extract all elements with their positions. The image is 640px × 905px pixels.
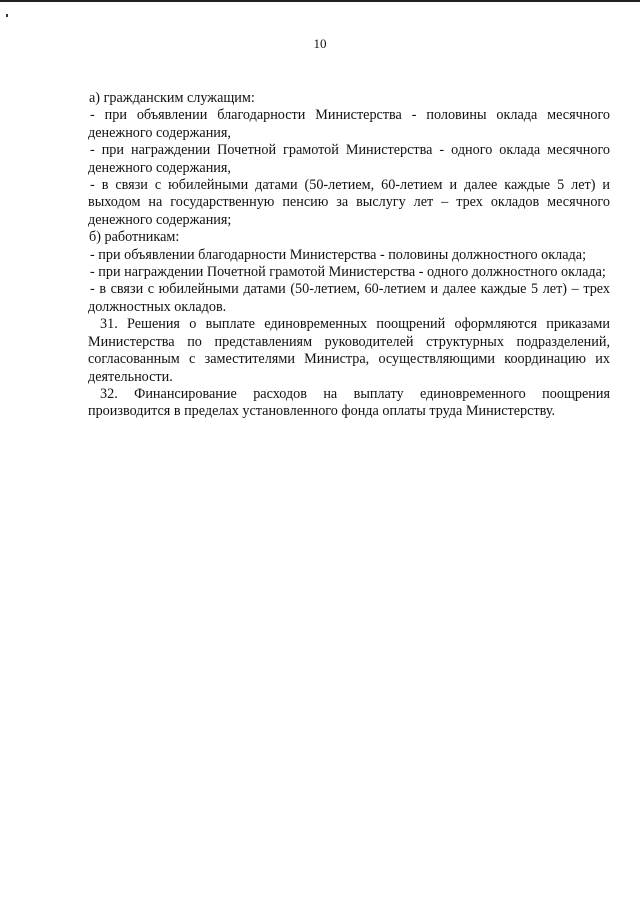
- section-b-heading: б) работникам:: [89, 229, 180, 246]
- paragraph-31: 31. Решения о выплате единовременных поощрений оформляются приказами Министерства по представлениям руководителей структурных подразделений, согласованным с заместителями Министра, осуществляющими координацию их деятельности.: [88, 316, 610, 385]
- section-b-item-3: - в связи с юбилейными датами (50-летием, 60-летием и далее каждые 5 лет) – трех должностных окладов.: [88, 281, 610, 315]
- scan-top-border: [0, 0, 640, 2]
- section-a-item-1: - при объявлении благодарности Министерства - половины оклада месячного денежного содержания,: [88, 107, 610, 141]
- section-a-item-3: - в связи с юбилейными датами (50-летием, 60-летием и далее каждые 5 лет) и выходом на государственную пенсию за выслугу лет – трех окладов месячного денежного содержания;: [88, 177, 610, 228]
- scan-speck: [6, 14, 8, 17]
- paragraph-32: 32. Финансирование расходов на выплату единовременного поощрения производится в пределах установленного фонда оплаты труда Министерству.: [88, 385, 610, 420]
- document-body: [88, 90, 610, 421]
- section-a-item-2: - при награждении Почетной грамотой Министерства - одного оклада месячного денежного содержания,: [88, 142, 610, 176]
- section-a-heading: а) гражданским служащим:: [89, 90, 255, 106]
- section-b-item-2: - при награждении Почетной грамотой Министерства - одного должностного оклада;: [90, 264, 606, 281]
- section-b-item-1: - при объявлении благодарности Министерства - половины должностного оклада;: [90, 246, 587, 263]
- page-number: 10: [313, 36, 327, 51]
